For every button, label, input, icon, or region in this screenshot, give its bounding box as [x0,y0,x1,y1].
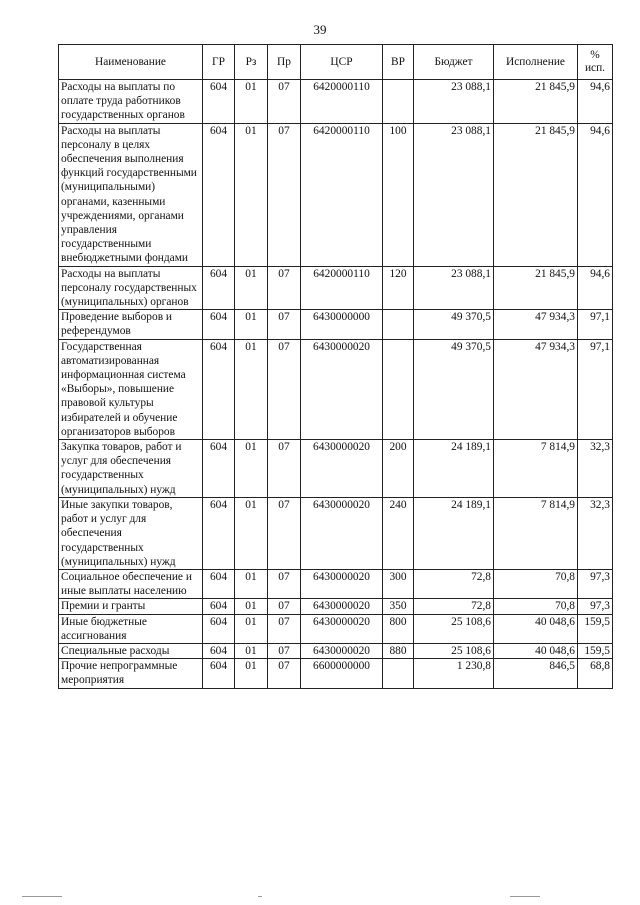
cell-rz: 01 [235,659,268,688]
table-row [59,266,613,310]
cell-budget: 23 088,1 [414,80,494,124]
table-row [59,643,613,658]
cell-percent: 94,6 [578,123,613,266]
table-row [59,440,613,498]
cell-budget: 25 108,6 [414,643,494,658]
header-budget: Бюджет [414,45,494,80]
table-row [59,123,613,266]
scan-mark [258,896,262,897]
cell-gr: 604 [203,310,235,339]
cell-name: Специальные расходы [59,643,203,658]
cell-pr: 07 [268,310,301,339]
cell-execution: 47 934,3 [494,339,578,439]
table-row [59,497,613,569]
table-row [59,599,613,614]
budget-execution-table [58,44,613,689]
cell-budget: 23 088,1 [414,266,494,310]
cell-percent: 94,6 [578,266,613,310]
cell-execution: 7 814,9 [494,497,578,569]
cell-gr: 604 [203,266,235,310]
cell-csr: 6420000110 [301,80,383,124]
cell-rz: 01 [235,497,268,569]
cell-execution: 70,8 [494,569,578,598]
header-csr: ЦСР [301,45,383,80]
cell-vr: 200 [383,440,414,498]
table-row [59,339,613,439]
cell-vr [383,80,414,124]
cell-gr: 604 [203,569,235,598]
cell-name: Проведение выборов и референдумов [59,310,203,339]
cell-percent: 32,3 [578,440,613,498]
cell-gr: 604 [203,123,235,266]
cell-vr [383,339,414,439]
cell-budget: 49 370,5 [414,339,494,439]
cell-vr: 100 [383,123,414,266]
cell-vr [383,659,414,688]
cell-percent: 97,3 [578,569,613,598]
cell-budget: 24 189,1 [414,440,494,498]
cell-percent: 94,6 [578,80,613,124]
cell-name: Премии и гранты [59,599,203,614]
cell-name: Иные бюджетные ассигнования [59,614,203,643]
cell-csr: 6430000000 [301,310,383,339]
cell-csr: 6430000020 [301,643,383,658]
cell-csr: 6600000000 [301,659,383,688]
cell-name: Иные закупки товаров, работ и услуг для обеспечения государственных (муниципальных) нужд [59,497,203,569]
cell-pr: 07 [268,659,301,688]
cell-execution: 40 048,6 [494,643,578,658]
cell-gr: 604 [203,440,235,498]
cell-execution: 47 934,3 [494,310,578,339]
cell-budget: 72,8 [414,599,494,614]
cell-name: Расходы на выплаты по оплате труда работников государственных органов [59,80,203,124]
cell-name: Государственная автоматизированная информационная система «Выборы», повышение правовой культуры избирателей и обучение организаторов выборов [59,339,203,439]
cell-name: Расходы на выплаты персоналу в целях обеспечения выполнения функций государственными (муниципальными) органами, казенными учреждениями, органами управления государственными внебюджетными фондами [59,123,203,266]
cell-percent: 97,3 [578,599,613,614]
header-rz: Рз [235,45,268,80]
cell-vr: 350 [383,599,414,614]
cell-rz: 01 [235,599,268,614]
table-header-row [59,45,613,80]
cell-rz: 01 [235,569,268,598]
header-execution: Исполнение [494,45,578,80]
cell-budget: 1 230,8 [414,659,494,688]
cell-pr: 07 [268,497,301,569]
cell-percent: 68,8 [578,659,613,688]
cell-pr: 07 [268,643,301,658]
cell-csr: 6430000020 [301,614,383,643]
cell-name: Социальное обеспечение и иные выплаты населению [59,569,203,598]
cell-execution: 21 845,9 [494,123,578,266]
cell-vr: 240 [383,497,414,569]
cell-pr: 07 [268,339,301,439]
cell-gr: 604 [203,659,235,688]
cell-percent: 159,5 [578,614,613,643]
cell-percent: 97,1 [578,339,613,439]
cell-vr [383,310,414,339]
cell-execution: 21 845,9 [494,80,578,124]
cell-gr: 604 [203,614,235,643]
cell-pr: 07 [268,599,301,614]
cell-pr: 07 [268,80,301,124]
cell-pr: 07 [268,614,301,643]
cell-csr: 6430000020 [301,440,383,498]
cell-percent: 97,1 [578,310,613,339]
cell-vr: 880 [383,643,414,658]
cell-rz: 01 [235,266,268,310]
cell-execution: 40 048,6 [494,614,578,643]
cell-pr: 07 [268,266,301,310]
cell-pr: 07 [268,569,301,598]
cell-rz: 01 [235,614,268,643]
cell-gr: 604 [203,339,235,439]
cell-csr: 6430000020 [301,569,383,598]
cell-name: Прочие непрограммные мероприятия [59,659,203,688]
cell-rz: 01 [235,339,268,439]
scan-mark [510,896,540,897]
cell-csr: 6420000110 [301,123,383,266]
cell-csr: 6430000020 [301,339,383,439]
cell-rz: 01 [235,310,268,339]
cell-rz: 01 [235,80,268,124]
header-pr: Пр [268,45,301,80]
header-gr: ГР [203,45,235,80]
table-row [59,614,613,643]
cell-gr: 604 [203,643,235,658]
table-row [59,569,613,598]
cell-execution: 21 845,9 [494,266,578,310]
cell-budget: 49 370,5 [414,310,494,339]
cell-budget: 24 189,1 [414,497,494,569]
header-percent-label: исп. [584,62,606,74]
header-percent-sign: % [590,49,600,61]
cell-percent: 159,5 [578,643,613,658]
cell-budget: 23 088,1 [414,123,494,266]
cell-execution: 70,8 [494,599,578,614]
page-number: 39 [313,22,327,37]
cell-gr: 604 [203,497,235,569]
cell-execution: 846,5 [494,659,578,688]
cell-budget: 25 108,6 [414,614,494,643]
cell-name: Расходы на выплаты персоналу государственных (муниципальных) органов [59,266,203,310]
cell-gr: 604 [203,80,235,124]
table-row [59,310,613,339]
header-percent [578,45,613,80]
page-bottom-marks [0,896,640,898]
cell-gr: 604 [203,599,235,614]
header-name: Наименование [59,45,203,80]
cell-csr: 6420000110 [301,266,383,310]
cell-rz: 01 [235,123,268,266]
cell-csr: 6430000020 [301,599,383,614]
scan-mark [22,896,62,897]
table-row [59,80,613,124]
cell-csr: 6430000020 [301,497,383,569]
table-row [59,659,613,688]
cell-budget: 72,8 [414,569,494,598]
header-vr: ВР [383,45,414,80]
cell-name: Закупка товаров, работ и услуг для обеспечения государственных (муниципальных) нужд [59,440,203,498]
cell-vr: 300 [383,569,414,598]
cell-vr: 120 [383,266,414,310]
cell-pr: 07 [268,123,301,266]
cell-rz: 01 [235,440,268,498]
cell-execution: 7 814,9 [494,440,578,498]
cell-pr: 07 [268,440,301,498]
cell-percent: 32,3 [578,497,613,569]
cell-vr: 800 [383,614,414,643]
cell-rz: 01 [235,643,268,658]
table-body [59,80,613,689]
